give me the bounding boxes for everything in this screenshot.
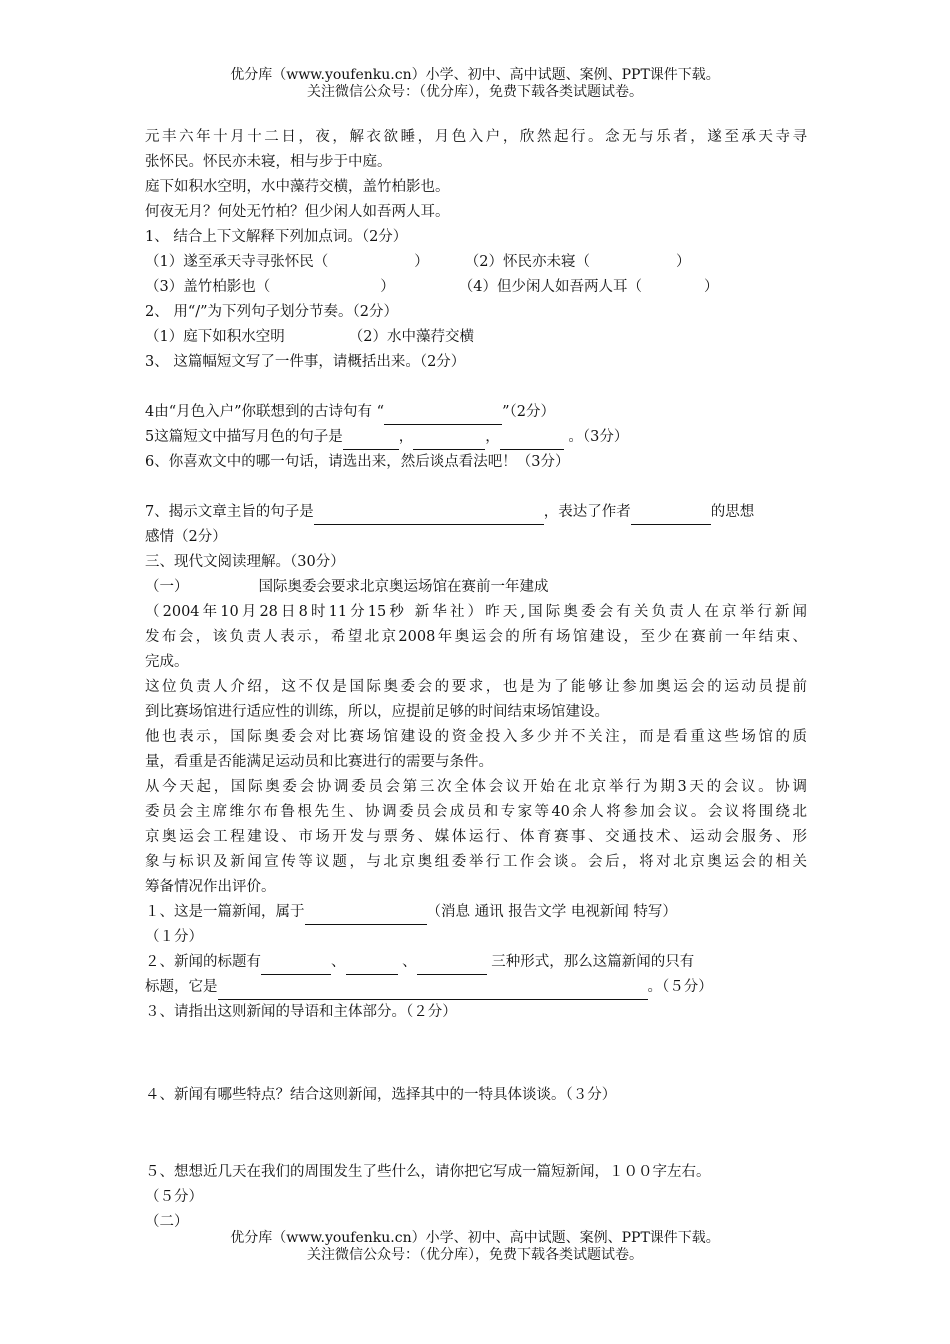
answer-blank[interactable]	[417, 957, 487, 975]
answer-space[interactable]	[145, 375, 807, 400]
news-title: 国际奥委会要求北京奥运场馆在赛前一年建成	[258, 579, 549, 595]
question-1a-text: （1）遂至承天寺寻张怀民（	[145, 254, 329, 270]
answer-space[interactable]	[145, 475, 807, 500]
question-7	[145, 500, 807, 525]
separator: 、	[331, 954, 346, 970]
answer-blank[interactable]	[314, 507, 544, 525]
paren-close: ）	[675, 254, 691, 270]
news-line: 量，看重是否能满足运动员和比赛进行的需要与条件。	[145, 754, 493, 770]
news-question-1-text: １、这是一篇新闻，属于	[145, 904, 305, 920]
news-line: 这位负责人介绍，这不仅是国际奥委会的要求，也是为了能够让参加奥运会的运动员提前	[145, 679, 807, 695]
footer-line-2: 关注微信公众号：（优分库），免费下载各类试题试卷。	[307, 1247, 643, 1263]
news-line: 筹备情况作出评价。	[145, 879, 276, 895]
question-1c-text: （3）盖竹柏影也（	[145, 279, 271, 295]
question-2a-text: （1）庭下如积水空明	[145, 329, 285, 345]
news-question-2-points: 。（５分）	[647, 979, 713, 995]
news-line: 他也表示，国际奥委会对比赛场馆建设的资金投入多少并不关注，而是看重这些场馆的质	[145, 729, 807, 745]
news-question-5-line-2: （５分）	[145, 1189, 203, 1205]
answer-blank[interactable]	[500, 432, 564, 450]
news-line: 到比赛场馆进行适应性的训练，所以，应提前足够的时间结束场馆建设。	[145, 704, 609, 720]
news-line: 从今天起，国际奥委会协调委员会第三次全体会议开始在北京举行为期3天的会议。协调	[145, 779, 807, 795]
news-question-2	[145, 950, 807, 975]
answer-blank[interactable]	[642, 283, 704, 300]
passage-line: 元丰六年十月十二日，夜，解衣欲睡，月色入户，欣然起行。念无与乐者，遂至承天寺寻	[145, 129, 807, 145]
question-5	[145, 425, 807, 450]
news-question-2-text-end: 三种形式，那么这篇新闻的只有	[486, 954, 695, 970]
header-line-1: 优分库（www.youfenku.cn）小学、初中、高中试题、案例、PPT课件下载。	[230, 67, 720, 83]
news-line: 京奥运会工程建设、市场开发与票务、媒体运行、体育赛事、交通技术、运动会服务、形	[145, 829, 807, 845]
separator: ，	[485, 429, 500, 445]
answer-blank[interactable]	[413, 432, 485, 450]
news-question-5: ５、想想近几天在我们的周围发生了些什么，请你把它写成一篇短新闻，１００字左右。	[145, 1164, 711, 1180]
news-question-1	[145, 900, 807, 925]
header-line-2: 关注微信公众号：（优分库），免费下载各类试题试卷。	[307, 84, 643, 100]
page-footer	[0, 1230, 950, 1264]
question-7-text-end: 的思想	[710, 504, 755, 520]
question-7-text-mid: ，表达了作者	[543, 504, 631, 520]
question-4-points: ”（2分）	[502, 404, 555, 420]
news-question-1-line-2: （１分）	[145, 929, 203, 945]
news-question-2-line-2-text: 标题，它是	[145, 979, 218, 995]
question-2-row	[145, 325, 807, 350]
answer-blank[interactable]	[590, 258, 676, 275]
question-1-row-1	[145, 250, 807, 275]
news-line: （2004年10月28日8时11分15秒 新华社）昨天,国际奥委会有关负责人在京举行新闻	[145, 604, 807, 620]
answer-blank[interactable]	[631, 507, 711, 525]
question-1b-text: （2）怀民亦未寝（	[464, 254, 590, 270]
question-1d-text: （4）但少闲人如吾两人耳（	[458, 279, 642, 295]
news-question-2-line-2	[145, 975, 807, 1000]
news-title-row	[145, 575, 807, 600]
answer-blank[interactable]	[343, 432, 399, 450]
answer-blank[interactable]	[305, 907, 427, 925]
question-7-text: 7、揭示文章主旨的句子是	[145, 504, 314, 520]
section-3-title: 三、现代文阅读理解。（30分）	[145, 554, 345, 570]
news-line: 完成。	[145, 654, 189, 670]
news-line: 象与标识及新闻宣传等议题，与北京奥组委举行工作会谈。会后，将对北京奥运会的相关	[145, 854, 807, 870]
paren-close: ）	[414, 254, 429, 270]
separator: 、	[397, 954, 417, 970]
answer-blank[interactable]	[261, 957, 331, 975]
question-6-title: 6、你喜欢文中的哪一句话，请选出来，然后谈点看法吧！（3分）	[145, 454, 570, 470]
answer-blank[interactable]	[384, 407, 502, 425]
question-3-title: 3、 这篇幅短文写了一件事，请概括出来。（2分）	[145, 354, 466, 370]
document-body	[145, 125, 807, 1235]
part-1-label: （一）	[145, 579, 189, 595]
question-7-line-2: 感情（2分）	[145, 529, 227, 545]
news-question-3: ３、请指出这则新闻的导语和主体部分。（２分）	[145, 1004, 457, 1020]
question-2b-text: （2）水中藻荇交横	[348, 329, 474, 345]
passage-line: 何夜无月？何处无竹柏？但少闲人如吾两人耳。	[145, 204, 450, 220]
question-5-points: 。（3分）	[568, 429, 629, 445]
news-question-4: ４、新闻有哪些特点？结合这则新闻，选择其中的一特具体谈谈。（３分）	[145, 1087, 617, 1103]
news-question-1-options: （消息 通讯 报告文学 电视新闻 特写）	[426, 904, 677, 920]
answer-blank[interactable]	[328, 258, 414, 275]
question-2-title: 2、 用“/”为下列句子划分节奏。（2分）	[145, 304, 399, 320]
page-header	[0, 67, 950, 101]
answer-blank[interactable]	[270, 283, 380, 300]
passage-line: 庭下如积水空明，水中藻荇交横，盖竹柏影也。	[145, 179, 450, 195]
news-line: 发布会，该负责人表示，希望北京2008年奥运会的所有场馆建设，至少在赛前一年结束、	[145, 629, 807, 645]
answer-space[interactable]	[145, 1025, 807, 1075]
question-5-text: 5这篇短文中描写月色的句子是	[145, 429, 343, 445]
question-4	[145, 400, 807, 425]
answer-blank[interactable]	[346, 957, 398, 975]
part-2-label: （二）	[145, 1214, 189, 1230]
news-question-2-text: ２、新闻的标题有	[145, 954, 261, 970]
paren-close: ）	[380, 279, 395, 295]
passage-line: 张怀民。怀民亦未寝，相与步于中庭。	[145, 154, 392, 170]
separator: ，	[398, 429, 414, 445]
question-1-title: 1、 结合上下文解释下列加点词。（2分）	[145, 229, 408, 245]
footer-line-1: 优分库（www.youfenku.cn）小学、初中、高中试题、案例、PPT课件下载。	[230, 1230, 720, 1246]
question-1-row-2	[145, 275, 807, 300]
paren-close: ）	[703, 279, 719, 295]
answer-blank[interactable]	[218, 982, 648, 1000]
question-4-text: 4由“月色入户”你联想到的古诗句有 “	[145, 404, 385, 420]
news-line: 委员会主席维尔布鲁根先生、协调委员会成员和专家等40余人将参加会议。会议将围绕北	[145, 804, 807, 820]
answer-space[interactable]	[145, 1108, 807, 1158]
